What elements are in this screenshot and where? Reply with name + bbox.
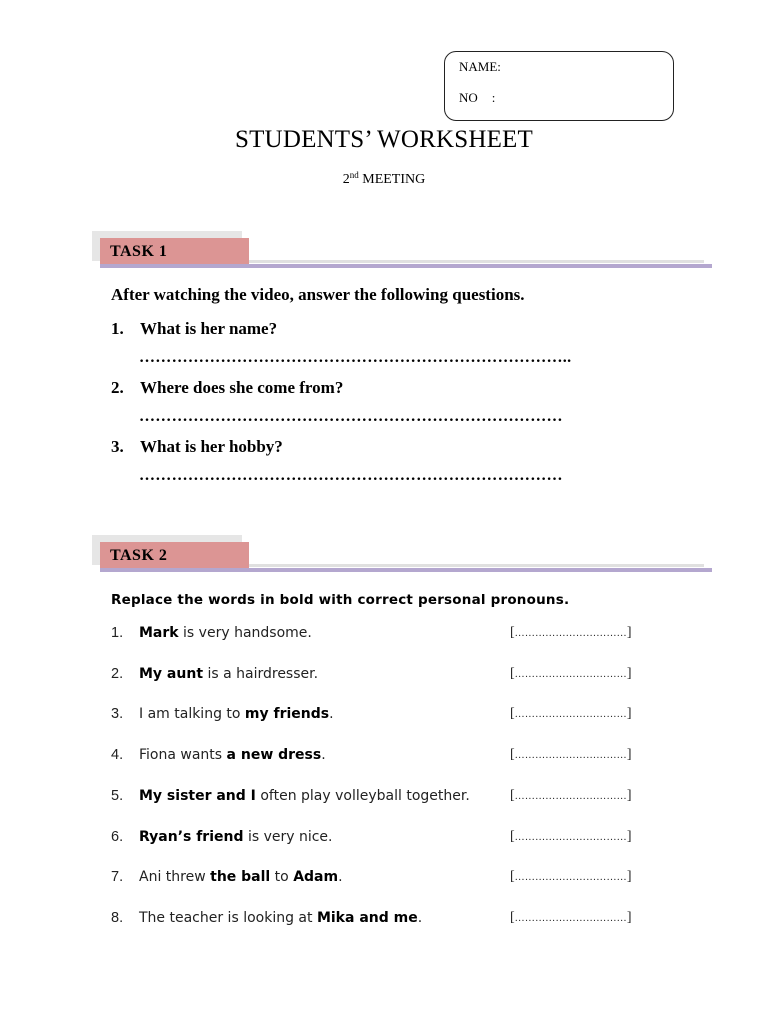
answer-line-3[interactable]: ……………………………………………………………………: [139, 467, 563, 484]
blank-open-bracket: [: [510, 666, 515, 681]
task2-divider-grey: [249, 564, 704, 567]
sentence-text: .: [321, 747, 326, 763]
blank-dots: ……………………………: [514, 791, 627, 802]
bold-phrase: a new dress: [226, 747, 322, 763]
meeting-number: 2: [342, 172, 350, 187]
blank-dots: ……………………………: [514, 628, 627, 639]
answer-line-1[interactable]: ……………………………………………………………………..: [139, 349, 572, 366]
task2-label: TASK 2: [110, 547, 168, 564]
worksheet-title: STUDENTS’ WORKSHEET: [234, 126, 533, 153]
item-number: 7.: [111, 869, 124, 885]
blank-close-bracket: ]: [626, 829, 632, 844]
exercise-item-5: [111, 788, 470, 804]
bold-phrase: the ball: [210, 869, 271, 885]
bold-phrase: Adam: [293, 869, 339, 885]
question-text: What is her hobby?: [140, 437, 283, 456]
blank-dots: ……………………………: [514, 913, 627, 924]
item-number: 8.: [111, 910, 124, 926]
number-label-text: NO: [459, 90, 478, 105]
blank-close-bracket: ]: [626, 788, 632, 803]
answer-blank-5[interactable]: [510, 788, 632, 804]
number-label: [459, 90, 495, 106]
question-3: [111, 437, 283, 457]
answer-blank-4[interactable]: [510, 747, 632, 763]
blank-close-bracket: ]: [626, 910, 632, 925]
task2-header: [92, 535, 712, 575]
task1-divider: [100, 264, 712, 268]
answer-blank-1[interactable]: [510, 625, 632, 641]
meeting-label: MEETING: [358, 172, 426, 187]
blank-open-bracket: [: [510, 625, 515, 640]
sentence-text: Ani threw: [139, 869, 211, 885]
question-1: [111, 319, 277, 339]
bold-phrase: Ryan’s friend: [139, 829, 244, 845]
question-2: [111, 378, 343, 398]
exercise-item-6: [111, 829, 333, 845]
answer-blank-7[interactable]: [510, 869, 632, 885]
exercise-item-7: [111, 869, 343, 885]
blank-dots: ……………………………: [514, 709, 627, 720]
exercise-item-3: [111, 706, 334, 722]
sentence-text: is very nice.: [243, 829, 333, 845]
blank-open-bracket: [: [510, 829, 515, 844]
sentence-text: is a hairdresser.: [203, 666, 319, 682]
sentence-text: The teacher is looking at: [139, 910, 317, 926]
blank-close-bracket: ]: [626, 666, 632, 681]
task1-divider-grey: [249, 260, 704, 263]
sentence-text: .: [329, 706, 334, 722]
name-number-box: [444, 51, 674, 121]
question-text: What is her name?: [140, 319, 278, 338]
answer-line-2[interactable]: ……………………………………………………………………: [139, 408, 563, 425]
sentence-text: .: [417, 910, 423, 926]
question-number: 3.: [111, 437, 124, 456]
question-number: 1.: [111, 319, 124, 338]
sentence-text: often play volleyball together.: [255, 788, 470, 804]
exercise-item-1: [111, 625, 312, 641]
item-number: 1.: [111, 625, 124, 641]
sentence-text: to: [270, 869, 294, 885]
task1-header: [92, 231, 712, 271]
item-number: 5.: [111, 788, 124, 804]
blank-dots: ……………………………: [514, 832, 627, 843]
meeting-ordinal-suffix: nd: [349, 170, 359, 180]
answer-blank-3[interactable]: [510, 706, 632, 722]
blank-open-bracket: [: [510, 788, 515, 803]
answer-blank-8[interactable]: [510, 910, 632, 926]
meeting-subtitle: [0, 170, 768, 188]
sentence-text: .: [338, 869, 343, 885]
bold-phrase: Mika and me: [316, 910, 418, 926]
blank-open-bracket: [: [510, 706, 515, 721]
name-label: NAME:: [459, 59, 501, 74]
item-number: 3.: [111, 706, 124, 722]
item-number: 2.: [111, 666, 124, 682]
bold-phrase: my friends: [244, 706, 330, 722]
number-label-colon: :: [491, 90, 496, 105]
blank-close-bracket: ]: [626, 625, 632, 640]
blank-dots: ……………………………: [514, 750, 627, 761]
exercise-item-4: [111, 747, 326, 763]
sentence-text: I am talking to: [139, 706, 245, 722]
sentence-text: Fiona wants: [139, 747, 227, 763]
bold-phrase: My sister and I: [139, 788, 256, 804]
question-number: 2.: [111, 378, 124, 397]
item-number: 4.: [111, 747, 124, 763]
blank-open-bracket: [: [510, 910, 515, 925]
task1-label: TASK 1: [110, 243, 168, 260]
bold-phrase: My aunt: [139, 666, 204, 682]
exercise-item-8: [111, 910, 422, 926]
item-number: 6.: [111, 829, 124, 845]
task1-instruction: After watching the video, answer the following questions.: [111, 285, 525, 304]
exercise-item-2: [111, 666, 318, 682]
question-text: Where does she come from?: [140, 378, 344, 397]
bold-phrase: Mark: [139, 625, 179, 641]
sentence-text: is very handsome.: [178, 625, 312, 641]
blank-close-bracket: ]: [626, 706, 632, 721]
blank-close-bracket: ]: [626, 869, 632, 884]
task2-divider: [100, 568, 712, 572]
blank-open-bracket: [: [510, 747, 515, 762]
blank-dots: ……………………………: [514, 872, 627, 883]
blank-close-bracket: ]: [626, 747, 632, 762]
task2-instruction: Replace the words in bold with correct personal pronouns.: [111, 592, 570, 608]
answer-blank-2[interactable]: [510, 666, 632, 682]
answer-blank-6[interactable]: [510, 829, 632, 845]
blank-dots: ……………………………: [514, 669, 627, 680]
blank-open-bracket: [: [510, 869, 515, 884]
